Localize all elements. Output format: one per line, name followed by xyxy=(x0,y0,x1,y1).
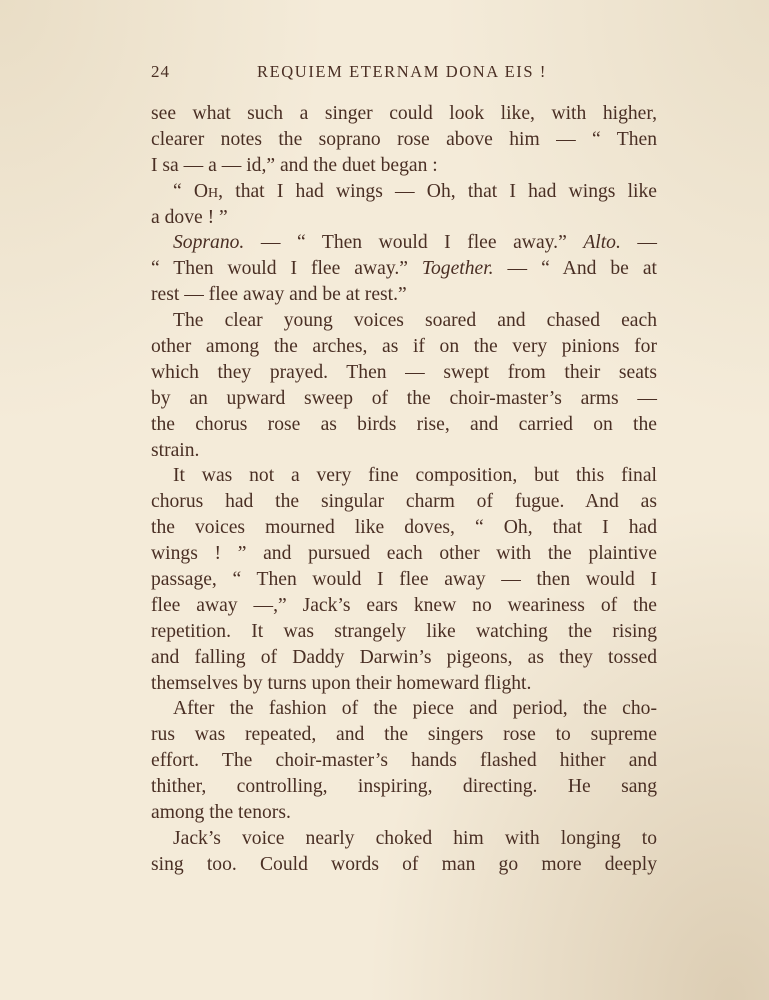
text-line: clearer notes the soprano rose above him — “ Then xyxy=(151,128,657,150)
text-line: effort. The choir-master’s hands flashed hither and xyxy=(151,750,657,772)
text-line-dialogue xyxy=(151,230,657,256)
small-caps-oh: Oh xyxy=(193,180,219,202)
text-line: repetition. It was strangely like watching the rising xyxy=(151,620,657,642)
text-line: wings ! ” and pursued each other with the plaintive xyxy=(151,543,657,565)
line-rest: , that I had wings — Oh, that I had wings like xyxy=(218,180,657,202)
text-line-dialogue xyxy=(151,179,657,205)
text-line: other among the arches, as if on the very pinions for xyxy=(151,336,657,358)
text-line: chorus had the singular charm of fugue. And as xyxy=(151,491,657,513)
text-line: by an upward sweep of the choir-master’s arms — xyxy=(151,387,657,409)
text-line: the chorus rose as birds rise, and carried on the xyxy=(151,413,657,435)
text-line: sing too. Could words of man go more deeply xyxy=(151,853,657,875)
text-line: themselves by turns upon their homeward flight. xyxy=(151,672,532,694)
page-header xyxy=(151,52,657,82)
quote-open: “ xyxy=(173,180,194,202)
text-line: thither, controlling, inspiring, directing. He sang xyxy=(151,776,657,798)
text-line: the voices mourned like doves, “ Oh, that I had xyxy=(151,517,657,539)
text-line: and falling of Daddy Darwin’s pigeons, as they tossed xyxy=(151,646,657,668)
text-line: passage, “ Then would I flee away — then would I xyxy=(151,569,657,591)
line-part: — “ And be at xyxy=(493,258,657,280)
page-number: 24 xyxy=(151,62,170,81)
book-page xyxy=(151,52,657,878)
speaker-soprano: Soprano. xyxy=(173,232,245,254)
text-line: Jack’s voice nearly choked him with longing to xyxy=(173,827,657,849)
text-line: I sa — a — id,” and the duet began : xyxy=(151,154,438,176)
text-line: strain. xyxy=(151,439,200,461)
text-line: It was not a very fine composition, but this final xyxy=(173,465,657,487)
line-rest: — “ Then would I flee away.” xyxy=(244,232,584,254)
text-line: which they prayed. Then — swept from their seats xyxy=(151,361,657,383)
text-line: flee away —,” Jack’s ears knew no weariness of the xyxy=(151,594,657,616)
text-line: rus was repeated, and the singers rose to supreme xyxy=(151,724,657,746)
text-line: see what such a singer could look like, with higher, xyxy=(151,103,657,124)
line-rest: — xyxy=(620,232,658,254)
speaker-alto: Alto. xyxy=(583,232,621,254)
text-line: The clear young voices soared and chased each xyxy=(173,310,657,332)
running-head: REQUIEM ETERNAM DONA EIS ! xyxy=(257,62,548,81)
body-text xyxy=(151,101,657,878)
text-line: a dove ! ” xyxy=(151,206,228,228)
text-line: among the tenors. xyxy=(151,802,291,824)
text-line: rest — flee away and be at rest.” xyxy=(151,284,407,306)
text-line-dialogue xyxy=(151,256,657,282)
speaker-together: Together. xyxy=(421,258,494,280)
text-line: After the fashion of the piece and period, the cho- xyxy=(173,698,657,720)
line-part: “ Then would I flee away.” xyxy=(151,258,422,280)
